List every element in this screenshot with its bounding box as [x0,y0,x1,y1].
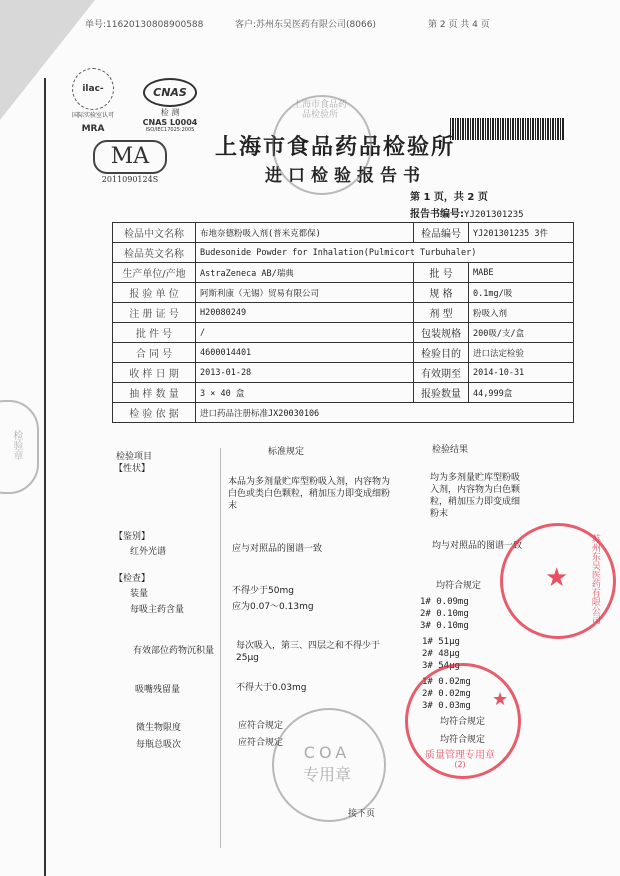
residue-item: 吸嘴残留量 [135,685,181,695]
cma-logo: MA [93,140,167,174]
row-value: / [196,323,414,343]
table-row [113,223,574,243]
row-right-label: 有效期至 [414,363,469,383]
cnas-iso: ISO/IEC17025:2005 [145,127,195,133]
side-stamp-text: 检验章 [11,430,22,460]
quality-stamp-number: (2) [454,760,466,769]
star-icon: ★ [492,689,509,710]
quality-stamp-text: 质量管理专用章 [425,750,495,761]
result-line: 1# 0.09mg [420,597,469,607]
appearance-standard: 本品为多剂量贮库型粉吸入剂，内容物为白色或类白色颗粒，稍加压力即变成细粉末 [228,477,391,511]
cnas-caption: 检 测 [160,108,180,117]
side-stamp [0,400,39,494]
row-value: 布地奈德粉吸入剂(普米克都保) [196,223,414,243]
microbial-result: 均符合规定 [440,717,486,727]
row-right-value: 0.1mg/吸 [469,283,574,303]
report-number-label: 报告书编号: [410,209,464,220]
coa-stamp-subtext: 专用章 [302,765,351,784]
column-divider [220,448,221,848]
row-value: 4600014401 [196,343,414,363]
residue-standard: 不得大于0.03mg [236,683,307,693]
table-row [113,283,574,303]
section-tests: 【检查】 [114,574,151,584]
document-border [44,78,46,876]
result-line: 1# 0.02mg [422,677,471,687]
company-stamp [500,523,616,639]
row-value: 进口药品注册标准JX20030106 [196,403,574,423]
row-right-label: 包装规格 [414,323,469,343]
row-label: 抽 样 数 量 [113,383,196,403]
col-standard-header: 标准规定 [268,447,305,457]
row-label: 注 册 证 号 [113,303,196,323]
result-line: 3# 0.03mg [422,701,471,711]
table-row [113,383,574,403]
company-stamp-text: 苏州东吴医药有限公司 [589,534,600,624]
section-appearance: 【性状】 [114,464,151,474]
report-number [410,205,524,220]
star-icon: ★ [545,563,569,593]
fill-standard: 不得少于50mg [232,586,294,596]
appearance-result: 均为多剂量贮库型粉吸入剂，内容物为白色颗粒，稍加压力即变成细粉末 [430,473,521,519]
sample-info-table [112,222,574,423]
cma-number: 2011090124S [101,175,159,184]
table-row [113,243,574,263]
doses-item: 每瓶总吸次 [136,740,182,750]
row-right-label: 检品编号 [414,223,469,243]
row-right-label: 规 格 [414,283,469,303]
row-right-value: MABE [469,263,574,283]
row-value: H20080249 [196,303,414,323]
section-identification: 【鉴别】 [114,532,151,542]
result-line: 1# 51μg [422,637,460,647]
row-right-label: 批 号 [414,263,469,283]
row-value: AstraZeneca AB/瑞典 [196,263,414,283]
content-item: 每吸主药含量 [130,605,185,615]
result-line: 2# 0.10mg [420,609,469,619]
row-right-label: 检验目的 [414,343,469,363]
page-count: 第 2 页 共 4 页 [428,20,490,30]
row-right-value: 44,999盒 [469,383,574,403]
cnas-mark: CNAS [143,78,197,107]
institute-title: 上海市食品药品检验所 [215,135,456,160]
row-label: 合 同 号 [113,343,196,363]
content-standard: 应为0.07～0.13mg [232,602,314,612]
deposition-item: 有效部位药物沉积量 [133,646,215,656]
row-label: 检 验 依 据 [113,403,196,423]
row-label: 生产单位/产地 [113,263,196,283]
report-number-value: YJ201301235 [464,210,524,220]
table-row [113,363,574,383]
customer: 客户:苏州东吴医药有限公司(8066) [235,20,376,30]
col-result-header: 检验结果 [432,445,469,455]
fill-item: 装量 [130,589,149,599]
continued-note: 接下页 [348,809,376,819]
row-value: Budesonide Powder for Inhalation(Pulmicort Turbuhaler) [196,243,574,263]
row-right-label: 报验数量 [414,383,469,403]
doses-result: 均符合规定 [440,735,486,745]
table-row [113,343,574,363]
row-label: 检品中文名称 [113,223,196,243]
col-item-header: 检验项目 [116,452,153,462]
quality-stamp [405,663,521,779]
result-line: 3# 0.10mg [420,621,469,631]
row-value: 2013-01-28 [196,363,414,383]
institute-stamp-text: 上海市食品药品检验所 [292,100,347,120]
report-title: 进口检验报告书 [265,166,426,186]
row-right-value: 进口法定检验 [469,343,574,363]
content-results [420,596,469,632]
order-number: 单号:11620130808900588 [85,20,204,30]
cnas-logo [140,78,200,133]
fill-result: 均符合规定 [436,581,482,591]
table-row [113,303,574,323]
row-value: 阿斯利康（无锡）贸易有限公司 [196,283,414,303]
row-right-value: YJ201301235 3件 [469,223,574,243]
cnas-code: CNAS L0004 [142,118,198,127]
doses-standard: 应符合规定 [238,738,284,748]
coa-stamp [272,708,386,822]
institute-stamp [272,95,372,195]
table-row [113,263,574,283]
ir-result: 均与对照品的图谱一致 [432,541,523,551]
row-label: 批 件 号 [113,323,196,343]
ilac-caption: 国际实验室认可 [71,112,114,119]
row-right-value: 2014-10-31 [469,363,574,383]
coa-stamp-text: COA [303,743,351,762]
row-right-label: 剂 型 [414,303,469,323]
row-label: 报 验 单 位 [113,283,196,303]
barcode [450,118,564,140]
row-value: 3 × 40 盒 [196,383,414,403]
table-row [113,323,574,343]
microbial-item: 微生物限度 [136,723,182,733]
row-label: 收 样 日 期 [113,363,196,383]
result-line: 2# 0.02mg [422,689,471,699]
row-right-value: 200吸/支/盒 [469,323,574,343]
deposition-standard: 每次吸入，第三、四层之和不得少于25μg [236,641,381,663]
ir-item: 红外光谱 [130,547,167,557]
ilac-logo [68,68,118,134]
ir-standard: 应与对照品的图谱一致 [232,544,323,554]
microbial-standard: 应符合规定 [238,721,284,731]
result-line: 2# 48μg [422,649,460,659]
row-label: 检品英文名称 [113,243,196,263]
row-right-value: 粉吸入剂 [469,303,574,323]
table-row [113,403,574,423]
result-line: 3# 54μg [422,661,460,671]
ilac-mark: ilac-MRA [72,68,114,110]
page-info: 第 1 页，共 2 页 [410,192,488,203]
